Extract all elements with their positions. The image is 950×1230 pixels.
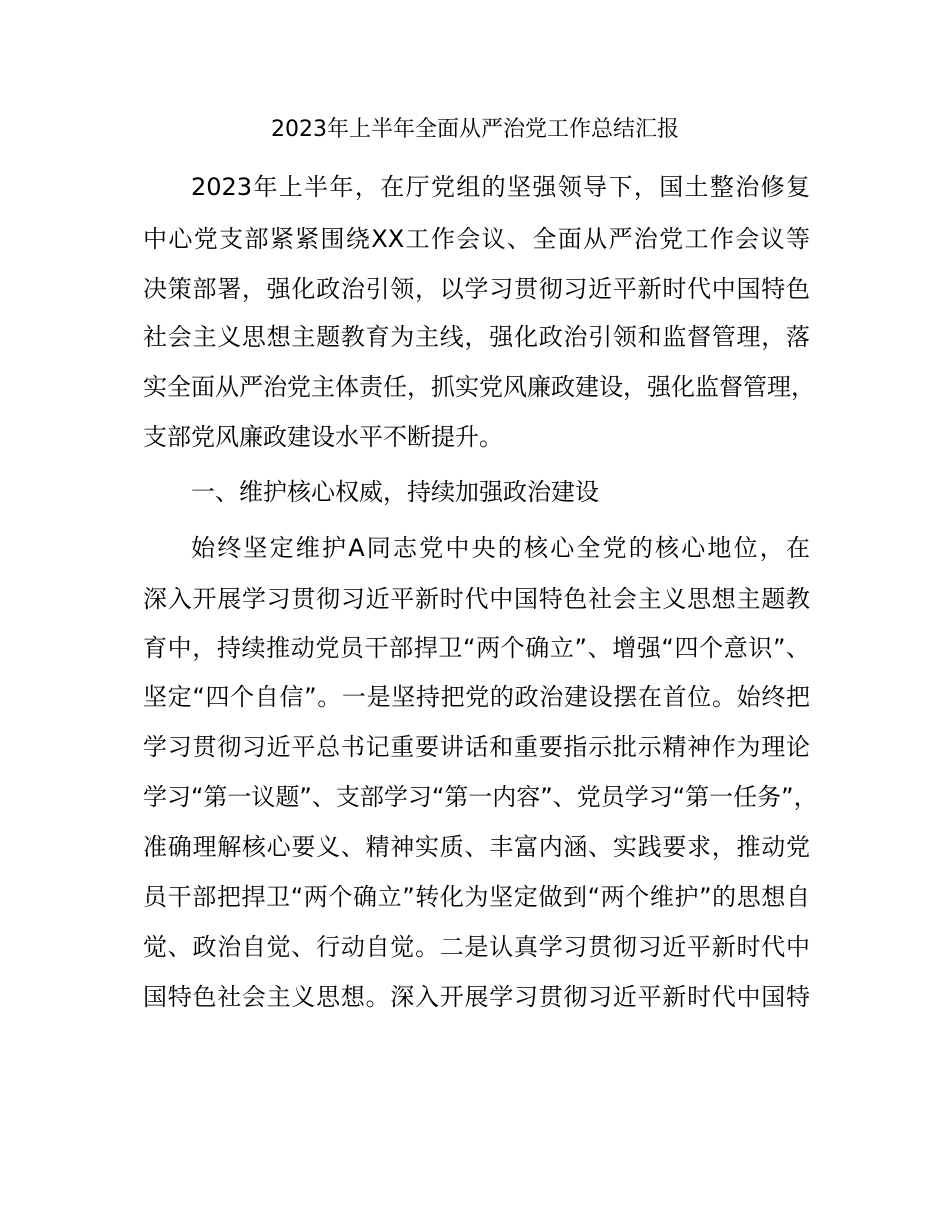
paragraph2-line: 准确理解核心要义、精神实质、丰富内涵、实践要求，推动党 bbox=[143, 833, 810, 861]
paragraph1-line: 社会主义思想主题教育为主线，强化政治引领和监督管理，落 bbox=[143, 323, 810, 351]
paragraph2-line: 学习贯彻习近平总书记重要讲话和重要指示批示精神作为理论 bbox=[143, 733, 810, 761]
paragraph1-line: 中心党支部紧紧围绕XX工作会议、全面从严治党工作会议等 bbox=[143, 225, 810, 253]
paragraph2-line: 深入开展学习贯彻习近平新时代中国特色社会主义思想主题教 bbox=[143, 585, 810, 613]
paragraph2-line: 国特色社会主义思想。深入开展学习贯彻习近平新时代中国特 bbox=[143, 983, 810, 1011]
paragraph1-line: 支部党风廉政建设水平不断提升。 bbox=[143, 423, 503, 451]
document-title: 2023年上半年全面从严治党工作总结汇报 bbox=[271, 117, 679, 142]
paragraph2-line: 坚定“四个自信”。一是坚持把党的政治建设摆在首位。始终把 bbox=[143, 683, 810, 711]
paragraph2-line: 觉、政治自觉、行动自觉。二是认真学习贯彻习近平新时代中 bbox=[143, 933, 810, 961]
paragraph1-line: 决策部署，强化政治引领，以学习贯彻习近平新时代中国特色 bbox=[143, 275, 810, 303]
paragraph1-line: 实全面从严治党主体责任，抓实党风廉政建设，强化监督管理， bbox=[143, 373, 815, 401]
paragraph2-line: 育中，持续推动党员干部捍卫“两个确立”、增强“四个意识”、 bbox=[143, 634, 810, 662]
paragraph2-line: 始终坚定维护A同志党中央的核心全党的核心地位，在 bbox=[191, 534, 810, 562]
paragraph2-line: 员干部把捍卫“两个确立”转化为坚定做到“两个维护”的思想自 bbox=[143, 883, 810, 911]
paragraph2-line: 学习“第一议题”、支部学习“第一内容”、党员学习“第一任务”， bbox=[143, 783, 818, 811]
paragraph1-line: 2023年上半年，在厅党组的坚强领导下，国土整治修复 bbox=[191, 173, 810, 201]
section-heading: 一、维护核心权威，持续加强政治建设 bbox=[191, 478, 599, 506]
